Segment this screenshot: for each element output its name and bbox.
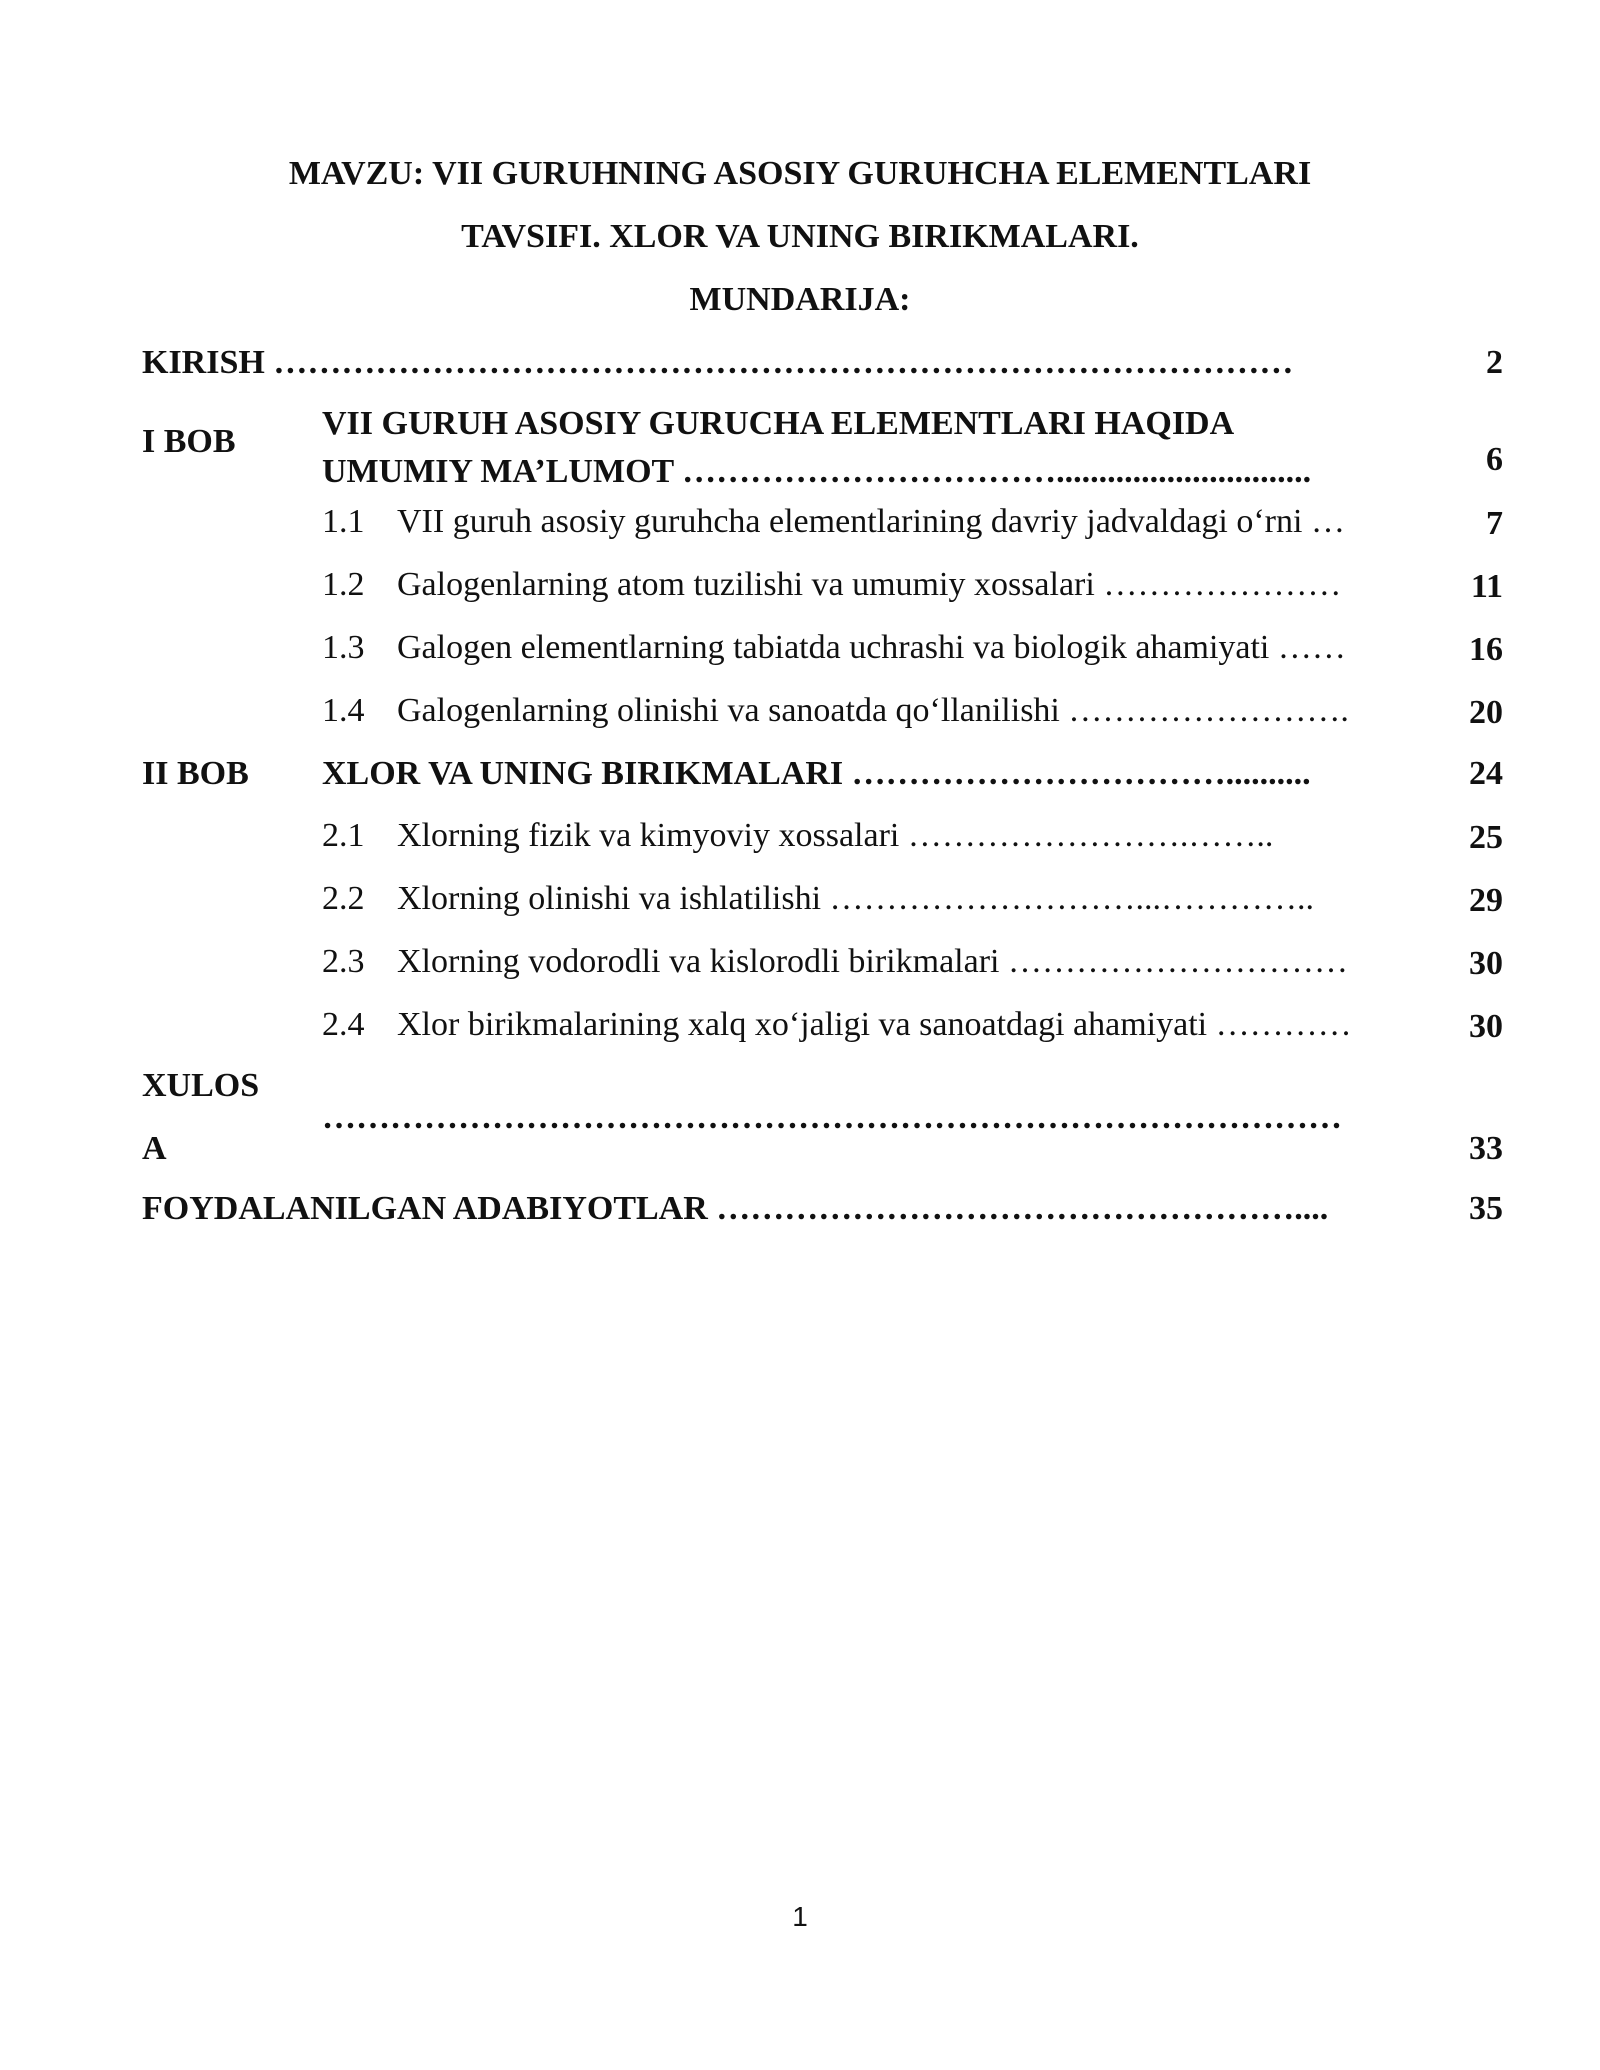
toc-page-kirish: 2 <box>1486 344 1503 381</box>
toc-section-page: 29 <box>1469 882 1503 919</box>
page-number: 1 <box>792 1901 808 1932</box>
toc-section-number: 1.1 <box>322 503 365 540</box>
toc-section-number: 2.1 <box>322 817 365 854</box>
toc-section-title: Galogenlarning olinishi va sanoatda qoʻllanilishi ……………………. <box>397 692 1349 729</box>
toc-section-title: Xlorning fizik va kimyoviy xossalari …………………….…….. <box>397 817 1274 854</box>
toc-section-number: 1.2 <box>322 566 365 603</box>
toc-chapter-label-1: I BOB <box>142 423 236 460</box>
toc-section-title: VII guruh asosiy guruhcha elementlarining davriy jadvaldagi oʻrni … <box>397 503 1345 540</box>
toc-section-page: 30 <box>1469 1008 1503 1045</box>
toc-chapter-title-1-line-1: VII GURUH ASOSIY GURUCHA ELEMENTLARI HAQIDA <box>322 405 1235 442</box>
toc-page-chapter-1: 6 <box>1486 441 1503 478</box>
toc-page-chapter-2: 24 <box>1469 755 1503 792</box>
toc-section-page: 30 <box>1469 945 1503 982</box>
toc-chapter-title-1-line-2: UMUMIY MA’LUMOT …………………………….............................. <box>322 453 1312 490</box>
toc-section-page: 20 <box>1469 694 1503 731</box>
toc-section-page: 16 <box>1469 631 1503 668</box>
toc-section-page: 25 <box>1469 819 1503 856</box>
toc-chapter-title-2: XLOR VA UNING BIRIKMALARI …………………………….......... <box>322 755 1311 792</box>
toc-section-number: 1.4 <box>322 692 365 729</box>
contents-heading: MUNDARIJA: <box>689 281 911 318</box>
toc-section-number: 2.3 <box>322 943 365 980</box>
toc-section-title: Xlorning vodorodli va kislorodli birikmalari ………………………… <box>397 943 1348 980</box>
toc-conclusion-label-line-1: XULOS <box>142 1067 260 1104</box>
toc-section-title: Xlor birikmalarining xalq xoʻjaligi va sanoatdagi ahamiyati ………… <box>397 1006 1352 1043</box>
toc-page-references: 35 <box>1469 1190 1503 1227</box>
toc-section-page: 7 <box>1486 505 1503 542</box>
toc-page-conclusion: 33 <box>1469 1130 1503 1167</box>
toc-entry-references: FOYDALANILGAN ADABIYOTLAR …………………………………………….... <box>142 1190 1329 1227</box>
document-title-line-1: MAVZU: VII GURUHNING ASOSIY GURUHCHA ELEMENTLARI <box>288 155 1312 192</box>
toc-conclusion-leader-dots: ……………………………………………………………………………… <box>322 1099 1342 1136</box>
toc-section-title: Galogenlarning atom tuzilishi va umumiy xossalari ………………… <box>397 566 1342 603</box>
toc-entry-kirish: KIRISH ……………………………………………………………………………… <box>142 344 1294 381</box>
toc-section-title: Galogen elementlarning tabiatda uchrashi va biologik ahamiyati …… <box>397 629 1346 666</box>
toc-section-number: 2.2 <box>322 880 365 917</box>
toc-section-number: 1.3 <box>322 629 365 666</box>
toc-section-title: Xlorning olinishi va ishlatilishi ………………………...………….. <box>397 880 1315 917</box>
toc-section-number: 2.4 <box>322 1006 365 1043</box>
toc-conclusion-label-line-2: A <box>142 1130 167 1167</box>
document-title-line-2: TAVSIFI. XLOR VA UNING BIRIKMALARI. <box>461 218 1139 255</box>
toc-chapter-label-2: II BOB <box>142 755 249 792</box>
toc-section-page: 11 <box>1470 568 1503 605</box>
